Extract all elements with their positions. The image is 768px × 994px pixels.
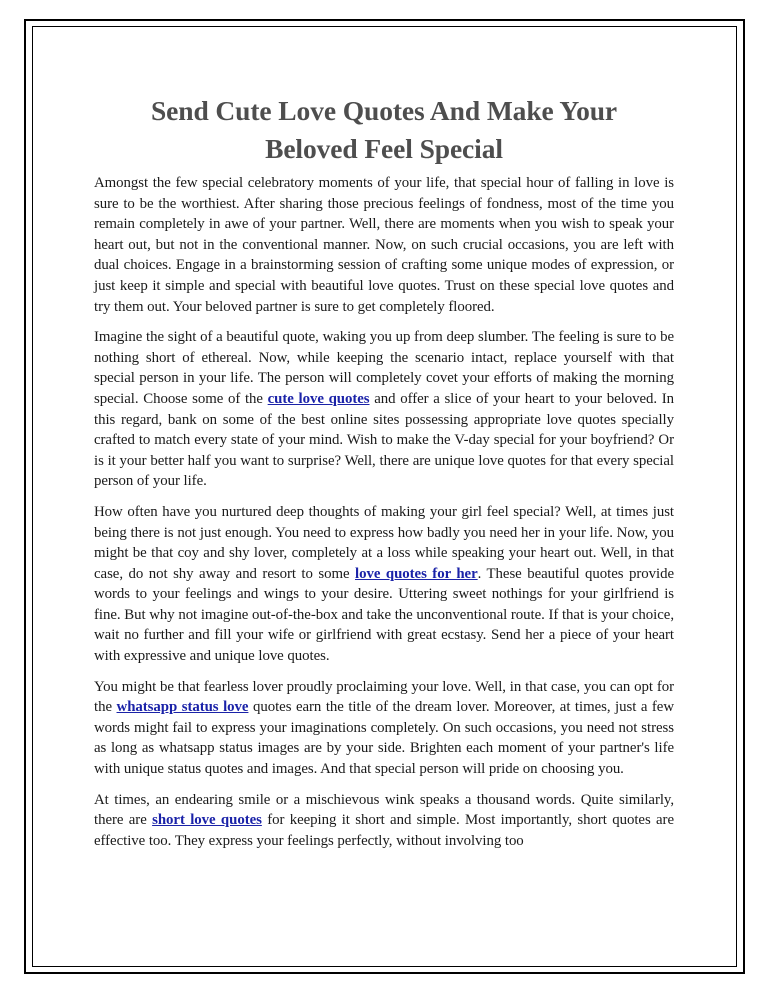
paragraph-4-text-before: You might be that fearless lover proudly proclaiming your love. Well, in that case, you can opt for the <box>94 678 674 716</box>
paragraph-3-text-before: How often have you nurtured deep thoughts of making your girl feel special? Well, at times just being there is not just enough. You need to express how badly you need her in your life. Now, you might be that coy and shy lover, completely at a loss while speaking your heart out. Well, in that case, do not shy away and resort to some <box>94 503 674 582</box>
paragraph-1: Amongst the few special celebratory moments of your life, that special hour of falling in love is sure to be the worthiest. After sharing those precious feelings of fondness, most of the time you remain completely in awe of your partner. Well, there are moments when you wish to speak your heart out, but not in the conventional manner. Now, on such crucial occasions, you are left with dual choices. Engage in a brainstorming session of crafting some unique modes of expression, or just keep it simple and special with beautiful love quotes. Trust on these special love quotes and try them out. Your beloved partner is sure to get completely floored. <box>94 175 674 315</box>
paragraph-2-text-after: and offer a slice of your heart to your beloved. In this regard, bank on some of the best online sites possessing appropriate love quotes specially crafted to match every state of your mind. Wish to make the V-day special for your boyfriend? Or is it your better half you want to surprise? Well, there are unique love quotes for that every special person of your life. <box>94 390 674 490</box>
title-line-2: Beloved Feel Special <box>265 133 503 164</box>
link-love-quotes-for-her[interactable]: love quotes for her <box>355 565 478 582</box>
paragraph-2-text-before: Imagine the sight of a beautiful quote, waking you up from deep slumber. The feeling is sure to be nothing short of ethereal. Now, while keeping the scenario intact, replace yourself with that special person in your life. The person will completely covet your efforts of making the morning special. Choose some of the <box>94 329 674 407</box>
link-short-love-quotes[interactable]: short love quotes <box>152 812 262 829</box>
paragraph-4 <box>94 677 674 780</box>
paragraph-4-text-after: quotes earn the title of the dream lover. Moreover, at times, just a few words might fail to express your imaginations completely. On such occasions, you need not stress as long as whatsapp status images are by your side. Brighten each moment of your partner's life with unique status quotes and images. And that special person will pride on choosing you. <box>94 699 674 778</box>
document-body <box>94 92 674 851</box>
paragraph-5 <box>94 790 674 852</box>
paragraph-3 <box>94 502 674 667</box>
paragraph-5-text-before: At times, an endearing smile or a mischievous wink speaks a thousand words. Quite similarly, there are <box>94 791 674 829</box>
document-title <box>94 92 674 168</box>
link-whatsapp-status-love[interactable]: whatsapp status love <box>116 699 249 716</box>
paragraph-5-text-after: for keeping it short and simple. Most importantly, short quotes are effective too. They express your feelings perfectly, without involving too <box>94 812 674 849</box>
title-line-1: Send Cute Love Quotes And Make Your <box>150 95 618 126</box>
link-cute-love-quotes[interactable]: cute love quotes <box>267 390 370 407</box>
paragraph-2 <box>94 327 674 492</box>
paragraph-3-text-after: . These beautiful quotes provide words to your feelings and wings to your desire. Uttering sweet nothings for your girlfriend is fine. But why not imagine out-of-the-box and take the unconventional route. If that is your choice, wait no further and fill your wife or girlfriend with great ecstasy. Send her a piece of your heart with expressive and unique love quotes. <box>94 565 674 665</box>
